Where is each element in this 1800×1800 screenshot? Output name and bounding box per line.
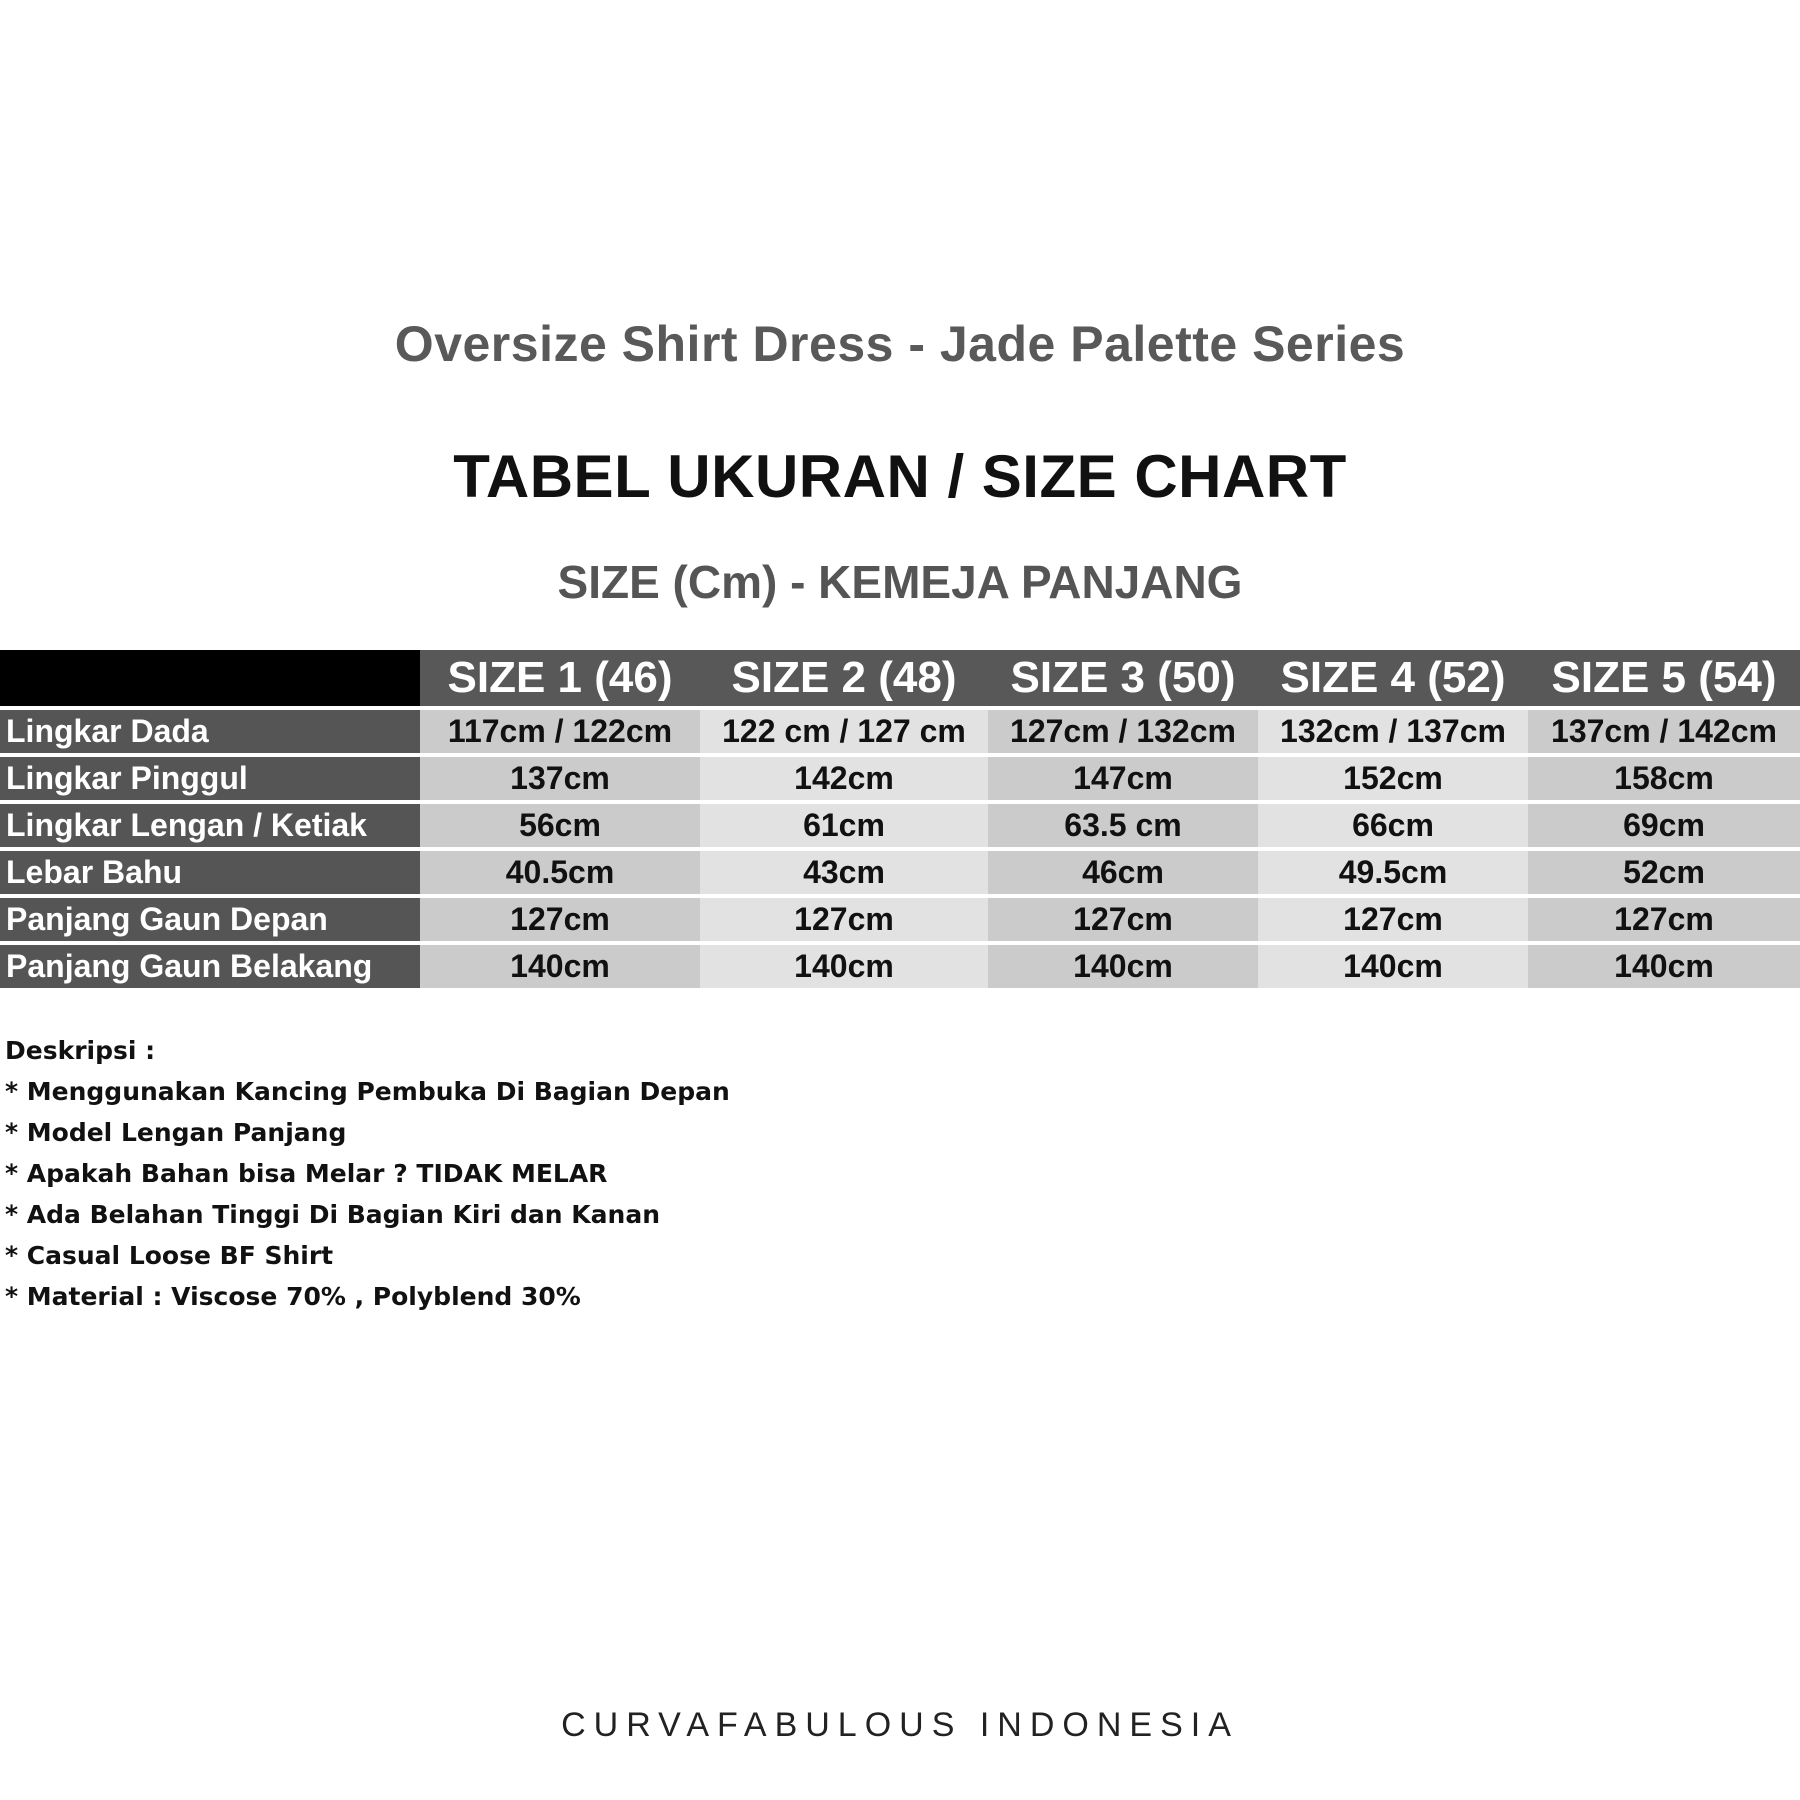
column-header: SIZE 4 (52): [1258, 650, 1528, 708]
table-cell: 127cm: [1528, 896, 1800, 943]
table-row: [0, 755, 1800, 802]
table-row: [0, 802, 1800, 849]
chart-subtitle: SIZE (Cm) - KEMEJA PANJANG: [557, 556, 1243, 608]
product-title: Oversize Shirt Dress - Jade Palette Series: [394, 316, 1406, 372]
table-cell: 69cm: [1528, 802, 1800, 849]
table-cell: 52cm: [1528, 849, 1800, 896]
description-block: [5, 1030, 730, 1317]
row-label: Lebar Bahu: [0, 849, 420, 896]
table-cell: 132cm / 137cm: [1258, 708, 1528, 755]
table-cell: 127cm: [1258, 896, 1528, 943]
brand-footer: CURVAFABULOUS INDONESIA: [561, 1706, 1239, 1744]
row-label: Lingkar Pinggul: [0, 755, 420, 802]
table-cell: 117cm / 122cm: [420, 708, 700, 755]
table-cell: 127cm: [420, 896, 700, 943]
table-corner-cell: [0, 650, 420, 708]
table-row: [0, 943, 1800, 988]
table-cell: 43cm: [700, 849, 988, 896]
table-cell: 122 cm / 127 cm: [700, 708, 988, 755]
description-item: * Casual Loose BF Shirt: [5, 1241, 334, 1270]
description-heading: Deskripsi :: [5, 1036, 156, 1065]
description-item: * Menggunakan Kancing Pembuka Di Bagian Depan: [5, 1077, 730, 1106]
description-item: * Apakah Bahan bisa Melar ? TIDAK MELAR: [5, 1159, 608, 1188]
row-label: Panjang Gaun Depan: [0, 896, 420, 943]
table-cell: 140cm: [1528, 943, 1800, 988]
column-header: SIZE 1 (46): [420, 650, 700, 708]
table-row: [0, 896, 1800, 943]
table-row: [0, 849, 1800, 896]
description-item: * Model Lengan Panjang: [5, 1118, 347, 1147]
table-cell: 152cm: [1258, 755, 1528, 802]
table-cell: 140cm: [420, 943, 700, 988]
description-item: * Ada Belahan Tinggi Di Bagian Kiri dan Kanan: [5, 1200, 661, 1229]
column-header: SIZE 2 (48): [700, 650, 988, 708]
table-cell: 127cm: [988, 896, 1258, 943]
table-cell: 66cm: [1258, 802, 1528, 849]
table-cell: 142cm: [700, 755, 988, 802]
row-label: Panjang Gaun Belakang: [0, 943, 420, 988]
table-cell: 137cm / 142cm: [1528, 708, 1800, 755]
table-cell: 147cm: [988, 755, 1258, 802]
table-cell: 49.5cm: [1258, 849, 1528, 896]
table-cell: 127cm: [700, 896, 988, 943]
table-cell: 137cm: [420, 755, 700, 802]
column-header: SIZE 5 (54): [1528, 650, 1800, 708]
table-cell: 56cm: [420, 802, 700, 849]
row-label: Lingkar Dada: [0, 708, 420, 755]
table-cell: 127cm / 132cm: [988, 708, 1258, 755]
table-cell: 46cm: [988, 849, 1258, 896]
table-cell: 140cm: [700, 943, 988, 988]
table-row: [0, 708, 1800, 755]
table-cell: 140cm: [1258, 943, 1528, 988]
column-header: SIZE 3 (50): [988, 650, 1258, 708]
table-cell: 61cm: [700, 802, 988, 849]
table-cell: 40.5cm: [420, 849, 700, 896]
description-item: * Material : Viscose 70% , Polyblend 30%: [5, 1282, 581, 1311]
size-chart-table: [0, 650, 1800, 988]
table-cell: 158cm: [1528, 755, 1800, 802]
chart-title: TABEL UKURAN / SIZE CHART: [453, 443, 1347, 510]
row-label: Lingkar Lengan / Ketiak: [0, 802, 420, 849]
table-cell: 63.5 cm: [988, 802, 1258, 849]
table-header-row: [0, 650, 1800, 708]
table-cell: 140cm: [988, 943, 1258, 988]
